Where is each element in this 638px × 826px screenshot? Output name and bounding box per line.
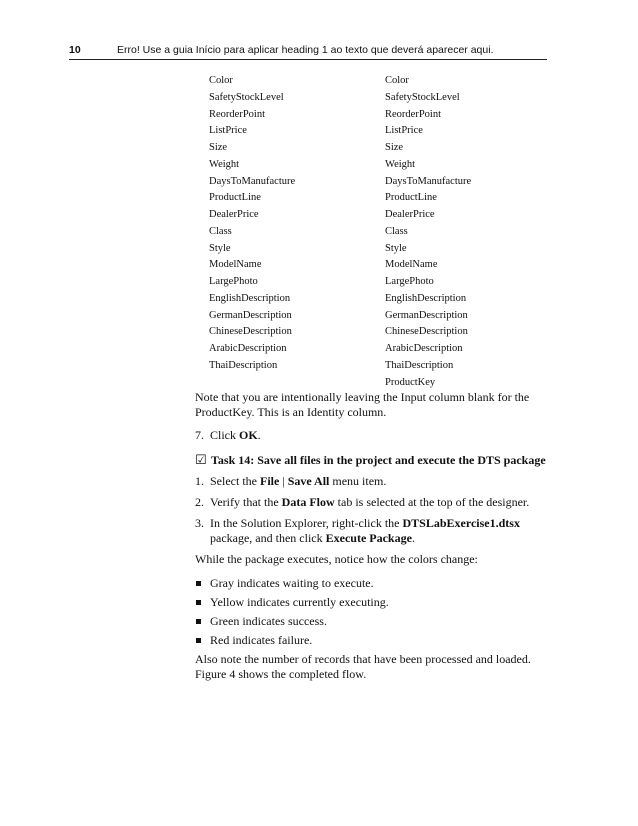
- input-column-cell: ReorderPoint: [209, 108, 265, 120]
- input-column-cell: DealerPrice: [209, 209, 259, 220]
- input-column-cell: Size: [209, 142, 228, 153]
- list-item: [195, 595, 550, 610]
- destination-column-cell: ListPrice: [385, 125, 423, 137]
- list-item: [195, 614, 550, 629]
- save-all-label: Save All: [287, 474, 330, 488]
- step-3: [195, 516, 550, 546]
- file-menu-label: File: [259, 474, 280, 488]
- step-7: [195, 428, 550, 443]
- input-column-cell: SafetyStockLevel: [209, 91, 284, 103]
- header-rule: [69, 59, 547, 60]
- task-14-heading: [195, 453, 550, 468]
- bullet-text: Yellow indicates currently executing.: [210, 595, 389, 609]
- input-column-cell: LargePhoto: [209, 276, 258, 287]
- data-flow-tab-label: Data Flow: [281, 495, 335, 509]
- step-text: |: [279, 474, 288, 488]
- input-column-cell: DaysToManufacture: [209, 175, 296, 187]
- closing-paragraph: Also note the number of records that have been processed and loaded. Figure 4 shows the completed flow.: [195, 652, 531, 681]
- bullet-square-icon: [196, 600, 201, 605]
- step-number: 7.: [195, 428, 204, 442]
- step-2: [195, 495, 550, 510]
- destination-column-cell: ChineseDescription: [385, 326, 468, 338]
- input-column-cell: ThaiDescription: [209, 359, 278, 371]
- destination-column-cell: DealerPrice: [385, 209, 435, 220]
- ok-label: OK: [239, 428, 258, 442]
- bullet-text: Gray indicates waiting to execute.: [210, 576, 374, 590]
- destination-column-cell: ProductKey: [385, 376, 436, 388]
- input-column-cell: ModelName: [209, 259, 262, 271]
- step-text: .: [411, 531, 415, 545]
- destination-column-cell: Color: [385, 75, 409, 86]
- bullet-square-icon: [196, 581, 201, 586]
- destination-column-cell: GermanDescription: [385, 309, 468, 321]
- bullet-square-icon: [196, 619, 201, 624]
- step-text: tab is selected at the top of the designer.: [334, 495, 530, 509]
- destination-column-cell: Weight: [385, 158, 416, 170]
- productkey-note: Note that you are intentionally leaving the Input column blank for the ProductKey. This is an Identity column.: [195, 390, 530, 419]
- input-column-cell: EnglishDescription: [209, 292, 291, 304]
- task-title: Task 14: Save all files in the project and execute the DTS package: [211, 453, 546, 467]
- destination-column-cell: ThaiDescription: [385, 359, 454, 371]
- input-column-cell: GermanDescription: [209, 309, 292, 321]
- destination-column-cell: DaysToManufacture: [385, 175, 472, 187]
- step-text: Click: [210, 428, 239, 442]
- page-number: 10: [69, 44, 81, 56]
- input-column-cell: ProductLine: [209, 192, 261, 204]
- step-text: package, and then click: [210, 531, 326, 545]
- execute-package-label: Execute Package: [325, 531, 412, 545]
- input-column-cell: ArabicDescription: [209, 343, 287, 354]
- input-column-cell: Weight: [209, 158, 240, 170]
- bullet-text: Red indicates failure.: [210, 633, 313, 647]
- destination-column-cell: Size: [385, 142, 404, 153]
- destination-column-cell: EnglishDescription: [385, 292, 467, 304]
- step-number: 2.: [195, 495, 204, 509]
- package-name-label: DTSLabExercise1.dtsx: [402, 516, 520, 530]
- destination-column-cell: LargePhoto: [385, 276, 434, 287]
- step-number: 3.: [195, 516, 204, 530]
- bullet-square-icon: [196, 638, 201, 643]
- destination-column-cell: ModelName: [385, 259, 438, 271]
- bullet-text: Green indicates success.: [210, 614, 327, 628]
- input-column-cell: Style: [209, 242, 231, 254]
- step-text: menu item.: [329, 474, 387, 488]
- input-column-cell: Class: [209, 225, 232, 237]
- destination-column-cell: SafetyStockLevel: [385, 91, 460, 103]
- step-text: In the Solution Explorer, right-click the: [210, 516, 403, 530]
- input-column-cell: ChineseDescription: [209, 326, 292, 338]
- input-column-cell: Color: [209, 75, 233, 86]
- step-text: Select the: [210, 474, 260, 488]
- colors-intro: While the package executes, notice how the colors change:: [195, 552, 478, 566]
- destination-column-cell: ReorderPoint: [385, 108, 441, 120]
- step-text: Verify that the: [210, 495, 282, 509]
- checkmark-icon: ☑: [195, 453, 207, 468]
- destination-column-cell: Class: [385, 225, 408, 237]
- header-text: Erro! Use a guia Início para aplicar heading 1 ao texto que deverá aparecer aqui.: [117, 44, 494, 56]
- destination-column-cell: Style: [385, 242, 407, 254]
- page-header: [69, 44, 547, 58]
- list-item: [195, 576, 550, 591]
- input-column-cell: ListPrice: [209, 125, 247, 137]
- destination-column-cell: ProductLine: [385, 192, 437, 204]
- step-number: 1.: [195, 474, 204, 488]
- step-1: [195, 474, 550, 489]
- list-item: [195, 633, 550, 648]
- destination-column-cell: ArabicDescription: [385, 343, 463, 354]
- instructions-body: [195, 390, 550, 682]
- step-text: .: [257, 428, 261, 442]
